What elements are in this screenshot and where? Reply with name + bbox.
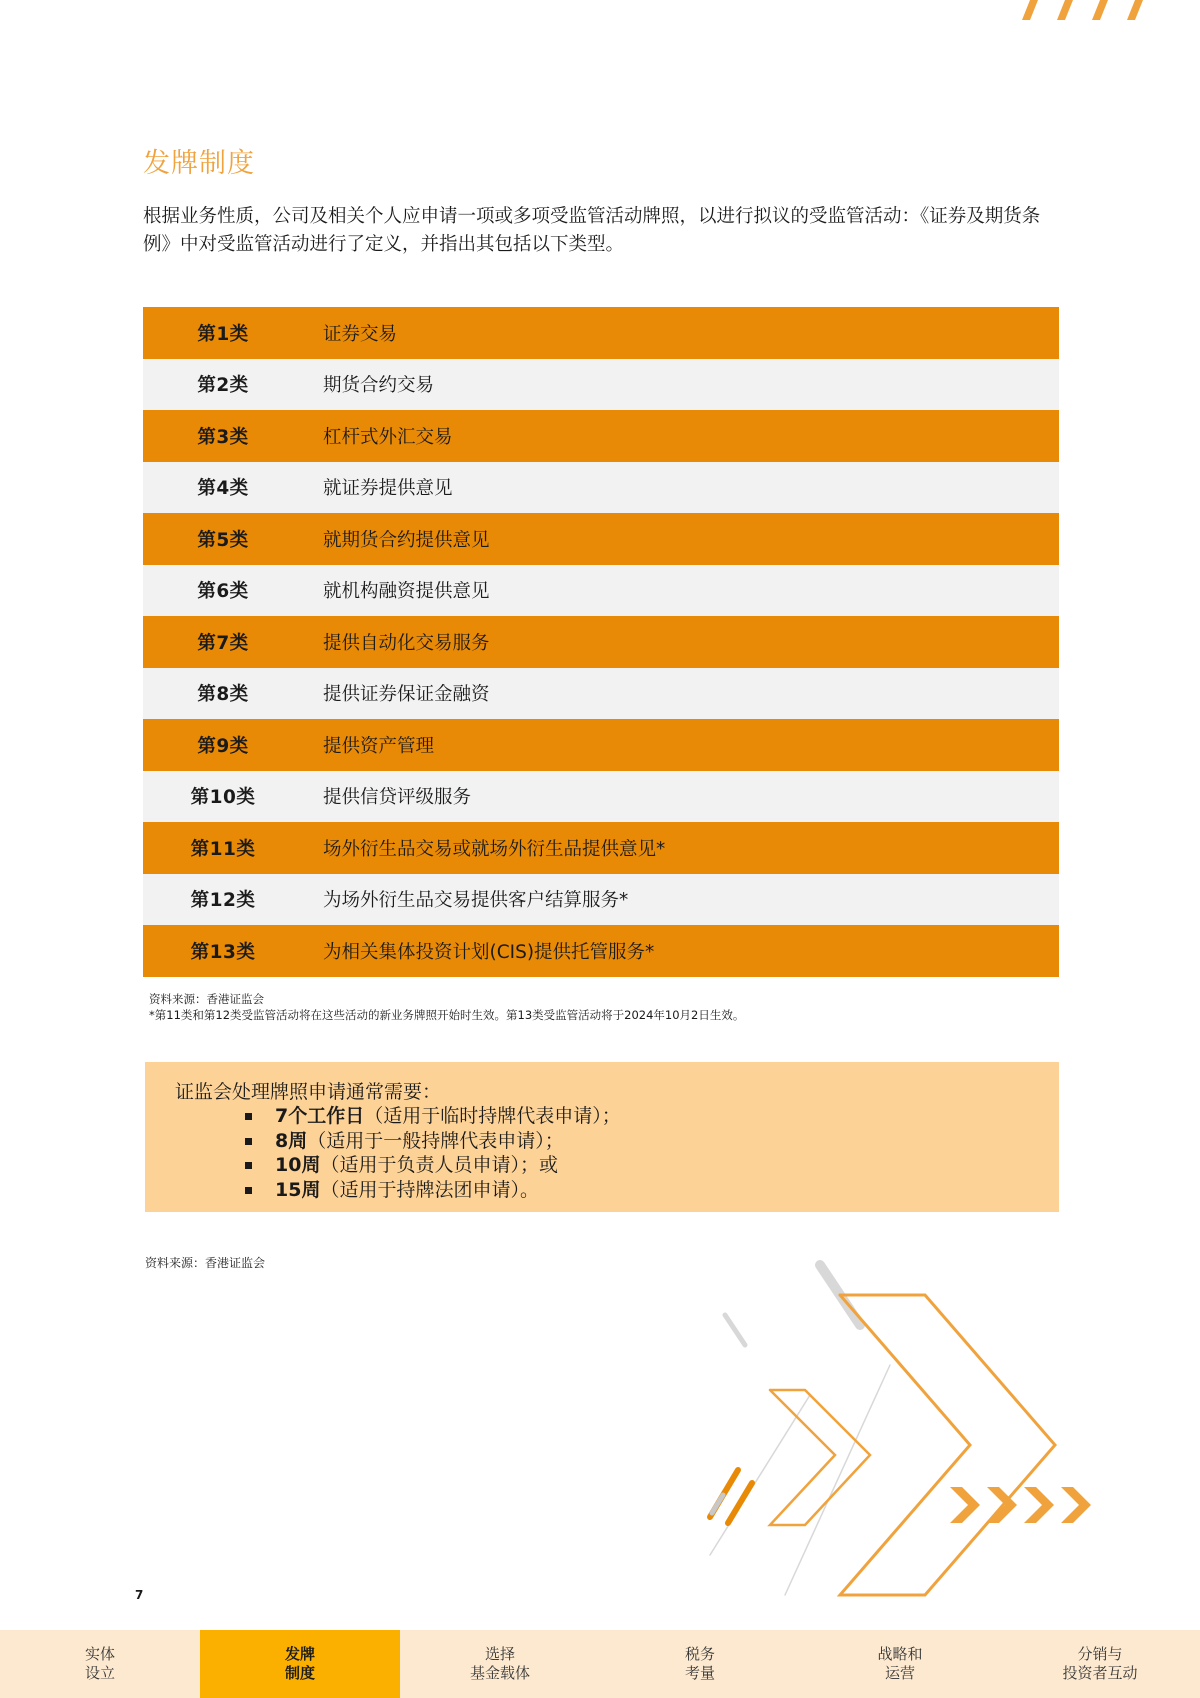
- activity-type: 第5类: [143, 513, 303, 565]
- activity-type: 第12类: [143, 874, 303, 926]
- processing-duration: 8周: [275, 1129, 308, 1152]
- activity-row: [143, 565, 1059, 617]
- nav-tab[interactable]: 实体 设立: [84, 1645, 115, 1682]
- activity-type: 第3类: [143, 410, 303, 462]
- table-notes: [149, 991, 744, 1023]
- table-source: 资料来源：香港证监会: [149, 992, 264, 1006]
- activity-row: [143, 462, 1059, 514]
- activity-row: [143, 410, 1059, 462]
- chevron-arrows-decoration: [700, 1255, 1110, 1615]
- processing-duration: 10周: [275, 1154, 321, 1176]
- intro-paragraph: 根据业务性质，公司及相关个人应申请一项或多项受监管活动牌照，以进行拟议的受监管活动：《证券及期货条例》中对受监管活动进行了定义，并指出其包括以下类型。: [143, 206, 1041, 255]
- square-bullet-icon: [245, 1162, 252, 1169]
- activity-row: [143, 359, 1059, 411]
- info-box-heading: 证监会处理牌照申请通常需要：: [175, 1081, 442, 1103]
- nav-tab[interactable]: 发牌 制度: [200, 1630, 400, 1698]
- section-nav: [0, 1630, 1200, 1698]
- processing-scope: （适用于持牌法团申请）。: [320, 1178, 539, 1201]
- activity-type: 第7类: [143, 616, 303, 668]
- activity-row: [143, 925, 1059, 977]
- activity-description: 为场外衍生品交易提供客户结算服务*: [303, 874, 1059, 926]
- activity-description: 就期货合约提供意见: [303, 513, 1059, 565]
- activity-type: 第6类: [143, 565, 303, 617]
- activity-description: 杠杆式外汇交易: [303, 410, 1059, 462]
- activity-description: 提供证券保证金融资: [303, 668, 1059, 720]
- nav-tab[interactable]: 战略和 运营: [877, 1645, 923, 1682]
- processing-time-item: [275, 1129, 1029, 1154]
- nav-tab[interactable]: 分销与 投资者互动: [1062, 1645, 1138, 1682]
- activity-row: [143, 668, 1059, 720]
- activity-description: 就证券提供意见: [303, 462, 1059, 514]
- processing-scope: （适用于临时持牌代表申请）；: [364, 1105, 621, 1127]
- activity-type: 第11类: [143, 822, 303, 874]
- processing-scope: （适用于负责人员申请）；或: [320, 1154, 558, 1176]
- activity-type: 第2类: [143, 359, 303, 411]
- activity-description: 为相关集体投资计划(CIS)提供托管服务*: [303, 925, 1059, 977]
- square-bullet-icon: [245, 1138, 252, 1145]
- activity-type: 第1类: [143, 307, 303, 359]
- activity-type: 第8类: [143, 668, 303, 720]
- processing-duration: 7个工作日: [275, 1105, 365, 1127]
- activity-description: 就机构融资提供意见: [303, 565, 1059, 617]
- activity-row: [143, 874, 1059, 926]
- nav-tab[interactable]: 税务 考量: [684, 1645, 715, 1682]
- activity-type: 第10类: [143, 771, 303, 823]
- processing-duration: 15周: [275, 1178, 321, 1201]
- activity-type: 第9类: [143, 719, 303, 771]
- activity-row: [143, 771, 1059, 823]
- activity-description: 提供信贷评级服务: [303, 771, 1059, 823]
- nav-tab[interactable]: 选择 基金载体: [469, 1645, 530, 1682]
- activity-description: 期货合约交易: [303, 359, 1059, 411]
- processing-time-item: [275, 1153, 1029, 1178]
- square-bullet-icon: [245, 1187, 252, 1194]
- license-processing-box: [145, 1062, 1059, 1212]
- activity-type: 第13类: [143, 925, 303, 977]
- processing-scope: （适用于一般持牌代表申请）；: [307, 1129, 564, 1152]
- processing-time-list: [175, 1104, 1029, 1202]
- activity-description: 提供自动化交易服务: [303, 616, 1059, 668]
- square-bullet-icon: [245, 1113, 252, 1120]
- processing-time-item: [275, 1104, 1029, 1129]
- activity-type: 第4类: [143, 462, 303, 514]
- activity-description: 提供资产管理: [303, 719, 1059, 771]
- page-number: 7: [135, 1588, 144, 1602]
- activity-row: [143, 822, 1059, 874]
- activity-description: 证券交易: [303, 307, 1059, 359]
- decorative-stripes: [1010, 0, 1160, 20]
- regulated-activities-table: [143, 307, 1059, 977]
- processing-time-item: [275, 1178, 1029, 1203]
- activity-row: [143, 307, 1059, 359]
- activity-row: [143, 719, 1059, 771]
- activity-description: 场外衍生品交易或就场外衍生品提供意见*: [303, 822, 1059, 874]
- activity-row: [143, 513, 1059, 565]
- box-source: 资料来源：香港证监会: [145, 1256, 266, 1270]
- activity-row: [143, 616, 1059, 668]
- page-title: 发牌制度: [143, 148, 255, 179]
- table-footnote: *第11类和第12类受监管活动将在这些活动的新业务牌照开始时生效。第13类受监管活动将于2024年10月2日生效。: [149, 1008, 745, 1022]
